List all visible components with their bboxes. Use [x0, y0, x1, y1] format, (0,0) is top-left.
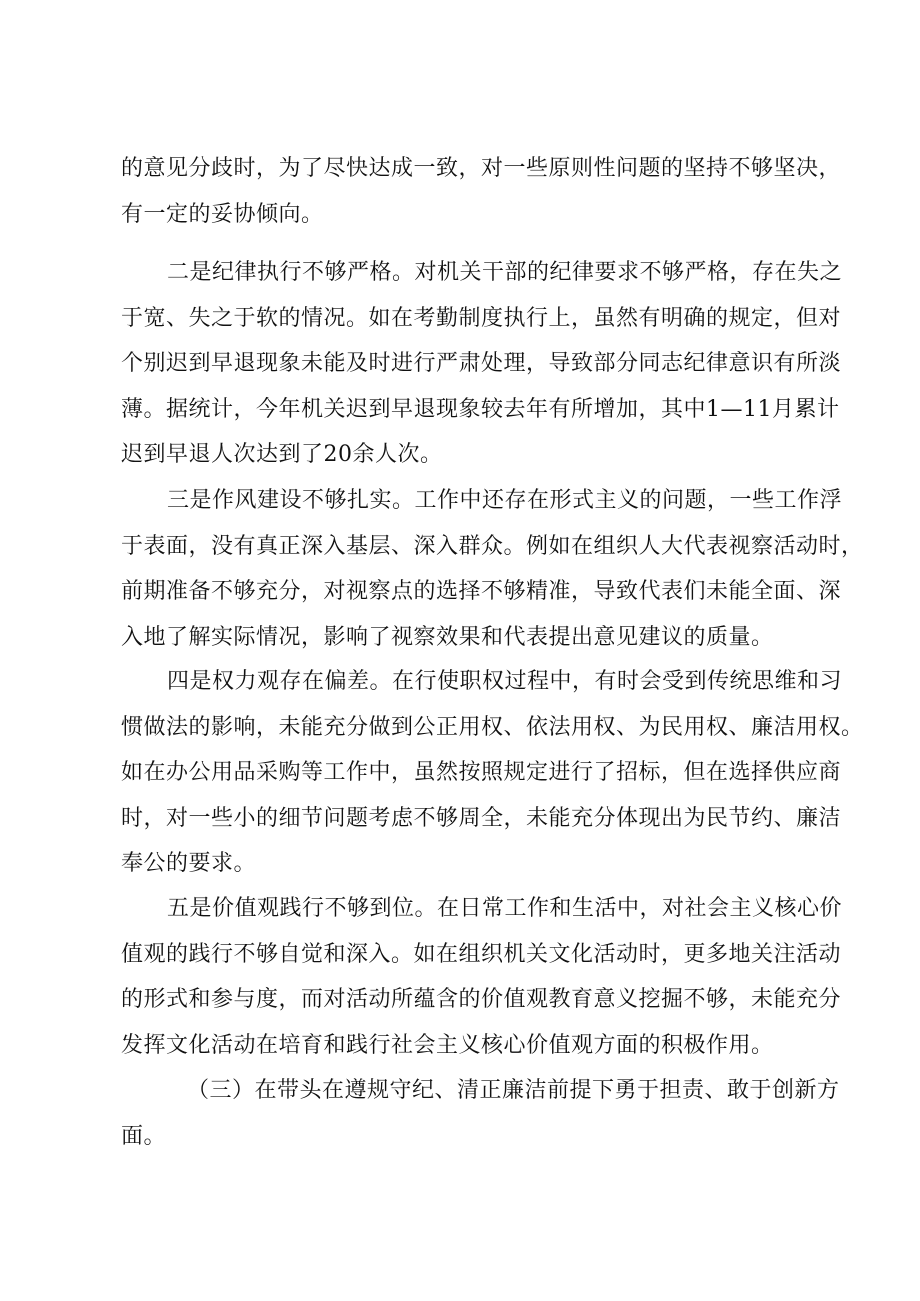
text-line: （三）在带头在遵规守纪、清正廉洁前提下勇于担责、敢于创新方 [187, 1078, 840, 1103]
text-line: 发挥文化活动在培育和践行社会主义核心价值观方面的积极作用。 [121, 1032, 774, 1058]
text-line: 有一定的妥协倾向。 [121, 201, 324, 227]
section-heading-three [121, 1068, 840, 1159]
text-line: 奉公的要求。 [121, 851, 257, 876]
paragraph-continuation [121, 146, 842, 237]
text-line: 于表面，没有真正深入基层、深入群众。例如在组织人大代表视察活动时， [121, 533, 864, 559]
paragraph-discipline [121, 250, 843, 478]
text-line: 的形式和参与度，而对活动所蕴含的价值观教育意义挖掘不够，未能充分 [121, 987, 842, 1012]
text-line: 如在办公用品采购等工作中，虽然按照规定进行了招标，但在选择供应商 [121, 760, 842, 785]
text-line: 的意见分歧时，为了尽快达成一致，对一些原则性问题的坚持不够坚决， [121, 156, 842, 181]
paragraph-work-style [121, 478, 864, 660]
paragraph-values [121, 886, 843, 1068]
text-line: 四是权力观存在偏差。在行使职权过程中，有时会受到传统思维和习 [167, 669, 843, 694]
text-line: 五是价值观践行不够到位。在日常工作和生活中，对社会主义核心价 [167, 896, 843, 921]
text-line: 入地了解实际情况，影响了视察效果和代表提出意见建议的质量。 [121, 624, 774, 650]
text-line: 值观的践行不够自觉和深入。如在组织机关文化活动时，更多地关注活动 [121, 941, 842, 967]
text-line: 于宽、失之于软的情况。如在考勤制度执行上，虽然有明确的规定，但对 [121, 305, 842, 331]
text-line: 面。 [121, 1123, 167, 1149]
text-line: 时，对一些小的细节问题考虑不够周全，未能充分体现出为民节约、廉洁 [121, 805, 842, 831]
text-line: 惯做法的影响，未能充分做到公正用权、依法用权、为民用权、廉洁用权。 [121, 714, 864, 740]
text-line: 前期准备不够充分，对视察点的选择不够精准，导致代表们未能全面、深 [121, 579, 842, 604]
text-line: 迟到早退人次达到了20余人次。 [121, 442, 443, 467]
paragraph-power-view [121, 659, 864, 887]
text-line: 三是作风建设不够扎实。工作中还存在形式主义的问题，一些工作浮 [167, 488, 843, 513]
text-line: 薄。据统计，今年机关迟到早退现象较去年有所增加，其中1—11月累计 [121, 396, 840, 422]
text-line: 个别迟到早退现象未能及时进行严肃处理，导致部分同志纪律意识有所淡 [121, 351, 842, 376]
text-line: 二是纪律执行不够严格。对机关干部的纪律要求不够严格，存在失之 [167, 260, 843, 285]
